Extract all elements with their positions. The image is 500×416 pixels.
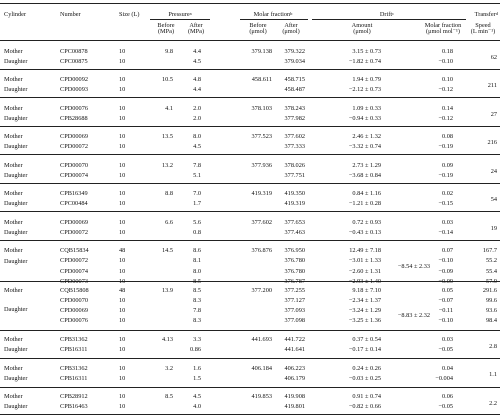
cell-mf: −0.14: [438, 229, 453, 236]
header-after-mpa-2: (MPa): [187, 28, 205, 36]
cell-cyl: Mother: [4, 133, 23, 140]
cell-size: 10: [119, 86, 126, 93]
cell-size: 10: [119, 393, 126, 400]
cell-cyl: Mother: [4, 162, 23, 169]
cell-size: 10: [119, 76, 126, 83]
cell-speed: 291.6: [482, 287, 497, 294]
cell-mf: −0.10: [438, 317, 453, 324]
cell-mf: 0.09: [441, 162, 453, 169]
group-rule: [0, 154, 500, 155]
cell-amt: −2.12 ± 0.73: [348, 86, 381, 93]
group-rule: [0, 240, 500, 241]
cell-size: 10: [119, 403, 126, 410]
cell-amt: −3.24 ± 1.29: [348, 307, 381, 314]
header-molar-fraction-sup: b: [290, 11, 293, 16]
cell-mf: 0.04: [441, 365, 453, 372]
cell-cyl: Mother: [4, 365, 23, 372]
cell-num: CPD00072: [60, 229, 88, 236]
cell-num: CPD00069: [60, 307, 88, 314]
cell-pa: 3.3: [193, 336, 201, 343]
cell-pa: 5.6: [193, 219, 201, 226]
header-pressure: [168, 12, 191, 18]
group-rule: [0, 387, 500, 388]
cell-ma: 406.223: [284, 365, 305, 372]
cell-num: CPD00093: [60, 86, 88, 93]
header-before-umol: [249, 23, 266, 36]
cell-ma: 378.243: [284, 105, 305, 112]
cell-num: CPD00069: [60, 219, 88, 226]
cell-num: CPD00072: [60, 143, 88, 150]
cell-num: CPB16463: [60, 403, 88, 410]
cell-num: CPD00073: [60, 278, 88, 285]
cell-mf: 0.18: [441, 48, 453, 55]
cell-size: 10: [119, 278, 126, 285]
cell-mb: 378.103: [251, 105, 272, 112]
header-bottom-rule: [0, 40, 500, 41]
cell-pa: 8.1: [193, 257, 201, 264]
cell-mb: 419.853: [251, 393, 272, 400]
cell-cyl: Daughter: [4, 200, 28, 207]
cell-cyl: Daughter: [4, 86, 28, 93]
cell-ma: 377.602: [284, 133, 305, 140]
cell-amt: −3.32 ± 0.74: [348, 143, 381, 150]
cell-amt: 3.15 ± 0.73: [352, 48, 381, 55]
cell-ma: 419.908: [284, 393, 305, 400]
cell-cyl: Daughter: [4, 143, 28, 150]
cell-mf: −0.10: [438, 257, 453, 264]
header-pressure-label: Pressure: [168, 11, 190, 18]
cell-pb: 4.1: [165, 105, 173, 112]
cell-cyl: Mother: [4, 76, 23, 83]
cell-pa: 5.1: [193, 172, 201, 179]
cell-size: 10: [119, 200, 126, 207]
group-rule: [0, 183, 500, 184]
cell-num: CPD00076: [60, 105, 88, 112]
header-before-umol-2: (μmol): [249, 28, 267, 36]
cell-num: CPC00878: [60, 48, 88, 55]
cell-speed: 27: [490, 111, 497, 118]
header-after-mpa-1: After: [189, 22, 203, 29]
cell-speed: 1.1: [489, 371, 497, 378]
group-rule: [0, 97, 500, 98]
cell-cyl: Daughter: [4, 172, 28, 179]
cell-ma: 377.751: [284, 172, 305, 179]
cell-mb: 377.602: [251, 219, 272, 226]
cell-size: 10: [119, 346, 126, 353]
cell-speed: 93.6: [485, 307, 497, 314]
header-pressure-sup: a: [189, 11, 192, 16]
cell-mf: 0.08: [441, 133, 453, 140]
cell-amt: −0.43 ± 0.13: [348, 229, 381, 236]
header-speed-1: Speed: [475, 22, 491, 29]
cell-cyl: Daughter: [4, 375, 28, 382]
cell-mf: 0.03: [441, 336, 453, 343]
cell-speed: 62: [490, 54, 497, 61]
cell-mb: 458.611: [251, 76, 272, 83]
cell-mf: 0.02: [441, 190, 453, 197]
header-before-mpa: [157, 23, 174, 36]
cell-amt: 0.37 ± 0.54: [352, 336, 381, 343]
cell-mf: 0.14: [441, 105, 453, 112]
cell-ma: 376.787: [284, 278, 305, 285]
cell-cyl: Daughter: [4, 115, 28, 122]
cell-num: CPB16311: [60, 346, 88, 353]
cell-num: CPC00875: [60, 58, 88, 65]
cell-pb: 3.2: [165, 365, 173, 372]
cell-pb: 8.5: [165, 393, 173, 400]
cell-num: CQB15834: [60, 247, 89, 254]
group-rule: [0, 126, 500, 127]
cell-size: 10: [119, 365, 126, 372]
cell-speed: 167.7: [482, 247, 497, 254]
cell-size: 10: [119, 172, 126, 179]
cell-size: 10: [119, 190, 126, 197]
header-transfer: [475, 12, 498, 18]
cell-size: 10: [119, 105, 126, 112]
cell-mf: −0.11: [438, 307, 453, 314]
header-after-umol: [282, 23, 299, 36]
header-molar-fraction-label: Molar fraction: [253, 11, 291, 18]
cell-amt: 1.94 ± 0.79: [352, 76, 381, 83]
cell-amt: 9.18 ± 7.10: [352, 287, 381, 294]
cell-ma: 377.982: [284, 115, 305, 122]
cell-mf: −0.15: [438, 200, 453, 207]
cell-pa: 7.8: [193, 307, 201, 314]
header-molfrac-1: Molar fraction: [424, 22, 462, 29]
cell-pb: 13.5: [161, 133, 173, 140]
cell-pa: 8.0: [193, 133, 201, 140]
cell-ma: 377.098: [284, 317, 305, 324]
cell-amt: −2.93 ± 1.40: [348, 278, 381, 285]
cell-cyl: Mother: [4, 48, 23, 55]
cell-pa: 1.5: [193, 375, 201, 382]
cell-speed: 2.8: [489, 343, 497, 350]
cell-ma: 378.026: [284, 162, 305, 169]
cell-pa: 4.4: [193, 86, 201, 93]
cell-size: 10: [119, 115, 126, 122]
header-amount-2: (μmol): [353, 28, 371, 36]
cell-ma: 377.127: [284, 297, 305, 304]
header-speed: [471, 23, 495, 36]
cell-pa: 0.86: [189, 346, 201, 353]
cell-size: 48: [119, 247, 126, 254]
cell-mb: 377.936: [251, 162, 272, 169]
cell-pa: 8.3: [193, 317, 201, 324]
cell-amt: −3.25 ± 1.36: [348, 317, 381, 324]
cell-drift-sum: −8.54 ± 2.33: [397, 263, 430, 270]
cell-num: CPC00484: [60, 200, 88, 207]
cell-speed: 55.4: [485, 268, 497, 275]
cell-pb: 10.5: [161, 76, 173, 83]
cell-cyl: Mother: [4, 393, 23, 400]
molar-group-rule: [240, 19, 308, 20]
header-molfrac-2: (μmol mol⁻¹): [426, 28, 460, 36]
cell-pa: 8.0: [193, 268, 201, 275]
cell-cyl: Mother: [4, 219, 23, 226]
cell-mb: 419.319: [251, 190, 272, 197]
cell-ma: 376.780: [284, 268, 305, 275]
cell-ma: 379.322: [284, 48, 305, 55]
cell-amt: −0.17 ± 0.14: [348, 346, 381, 353]
table-bottom-rule: [0, 414, 500, 415]
cell-cyl: Mother: [4, 247, 23, 254]
cell-size: 10: [119, 48, 126, 55]
cell-mf: 0.06: [441, 393, 453, 400]
cell-amt: 2.73 ± 1.29: [352, 162, 381, 169]
cell-num: CPB16311: [60, 375, 88, 382]
cell-mf: −0.12: [438, 115, 453, 122]
cell-size: 10: [119, 307, 126, 314]
cell-pa: 8.6: [193, 247, 201, 254]
cell-drift-sum: −8.83 ± 2.32: [397, 312, 430, 319]
cell-pb: 8.8: [165, 190, 173, 197]
cell-cyl: Daughter: [4, 229, 28, 236]
header-number: Number: [60, 11, 81, 18]
cell-mb: 377.200: [251, 287, 272, 294]
cell-size: 10: [119, 143, 126, 150]
cell-amt: −1.21 ± 0.28: [348, 200, 381, 207]
cell-mf: 0.05: [441, 287, 453, 294]
cell-amt: 0.72 ± 0.93: [352, 219, 381, 226]
cell-num: CPB28912: [60, 393, 88, 400]
cell-amt: 0.91 ± 0.74: [352, 393, 381, 400]
cell-pa: 8.3: [193, 297, 201, 304]
cell-mf: −0.10: [438, 58, 453, 65]
cell-ma: 419.801: [284, 403, 305, 410]
header-after-mpa: [188, 23, 204, 36]
daughter-group-label: Daughter: [4, 258, 28, 265]
header-before-umol-1: Before: [249, 22, 267, 29]
cell-size: 10: [119, 58, 126, 65]
cell-num: CPB31362: [60, 365, 88, 372]
cell-pa: 8.5: [193, 278, 201, 285]
cell-ma: 377.653: [284, 219, 305, 226]
cell-ma: 458.715: [284, 76, 305, 83]
header-after-umol-1: After: [284, 22, 298, 29]
cell-mb: 379.138: [251, 48, 272, 55]
cell-ma: 441.722: [284, 336, 305, 343]
cell-amt: 0.24 ± 0.26: [352, 365, 381, 372]
cell-size: 10: [119, 317, 126, 324]
group-rule: [0, 330, 500, 331]
table-top-rule: [0, 3, 500, 4]
cell-amt: 2.46 ± 1.32: [352, 133, 381, 140]
drift-group-rule: [312, 19, 466, 20]
header-transfer-label: Transfer: [474, 11, 496, 18]
cell-size: 10: [119, 229, 126, 236]
cell-cyl: Mother: [4, 190, 23, 197]
cell-mb: 406.184: [251, 365, 272, 372]
cell-cyl: Mother: [4, 105, 23, 112]
cell-pa: 1.7: [193, 200, 201, 207]
cell-size: 10: [119, 133, 126, 140]
cell-cyl: Mother: [4, 287, 23, 294]
cell-size: 10: [119, 336, 126, 343]
header-transfer-sup: d: [495, 11, 498, 16]
cell-amt: 12.49 ± 7.18: [349, 247, 381, 254]
header-drift: [380, 12, 394, 18]
cell-speed: 2.2: [489, 400, 497, 407]
cell-ma: 376.950: [284, 247, 305, 254]
cell-num: CPB28688: [60, 115, 88, 122]
cell-ma: 376.780: [284, 257, 305, 264]
header-molfrac: [425, 23, 462, 36]
cell-pb: 6.6: [165, 219, 173, 226]
cell-ma: 406.179: [284, 375, 305, 382]
header-before-mpa-1: Before: [157, 22, 175, 29]
cell-mf: 0.10: [441, 76, 453, 83]
group-rule: [0, 69, 500, 70]
cell-pa: 0.8: [193, 229, 201, 236]
cell-ma: 419.319: [284, 200, 305, 207]
cell-mf: −0.19: [438, 172, 453, 179]
cell-pa: 7.8: [193, 162, 201, 169]
cell-ma: 419.350: [284, 190, 305, 197]
cell-amt: −0.03 ± 0.25: [348, 375, 381, 382]
cell-num: CPD00074: [60, 268, 88, 275]
cell-pa: 4.0: [193, 403, 201, 410]
header-amount: [352, 23, 373, 36]
cell-ma: 377.333: [284, 143, 305, 150]
cell-ma: 379.034: [284, 58, 305, 65]
cell-speed: 55.2: [485, 257, 497, 264]
group-rule: [0, 358, 500, 359]
header-amount-1: Amount: [351, 22, 373, 29]
cell-mb: 377.523: [251, 133, 272, 140]
cell-amt: 1.09 ± 0.33: [352, 105, 381, 112]
cell-ma: 458.487: [284, 86, 305, 93]
header-before-mpa-2: (MPa): [157, 28, 175, 36]
cell-amt: 0.84 ± 1.16: [352, 190, 381, 197]
cell-pa: 4.5: [193, 393, 201, 400]
cell-num: CQB15808: [60, 287, 89, 294]
header-drift-sup: c: [392, 11, 395, 16]
cell-amt: −0.94 ± 0.33: [348, 115, 381, 122]
cell-pb: 13.9: [161, 287, 173, 294]
cell-size: 10: [119, 219, 126, 226]
cell-speed: 216: [487, 139, 497, 146]
cell-size: 10: [119, 162, 126, 169]
cell-mf: 0.07: [441, 247, 453, 254]
cell-amt: −2.34 ± 1.37: [348, 297, 381, 304]
header-size: Size (L): [119, 11, 140, 18]
header-after-umol-2: (μmol): [282, 28, 300, 36]
cell-num: CPD00074: [60, 172, 88, 179]
cell-amt: −0.82 ± 0.66: [348, 403, 381, 410]
cell-amt: −1.82 ± 0.74: [348, 58, 381, 65]
cell-pa: 2.0: [193, 115, 201, 122]
cell-ma: 377.255: [284, 287, 305, 294]
header-molar-fraction: [254, 12, 293, 18]
header-speed-2: (L min⁻¹): [470, 28, 496, 36]
cell-amt: −2.60 ± 1.31: [348, 268, 381, 275]
cell-num: CPD00072: [60, 257, 88, 264]
cell-num: CPD00069: [60, 133, 88, 140]
cell-ma: 441.641: [284, 346, 305, 353]
cell-mf: −0.05: [438, 346, 453, 353]
cell-mb: 441.693: [251, 336, 272, 343]
cell-mf: −0.05: [438, 403, 453, 410]
cell-mf: −0.12: [438, 86, 453, 93]
cell-size: 10: [119, 297, 126, 304]
cell-pa: 4.8: [193, 76, 201, 83]
cell-speed: 57.9: [485, 278, 497, 285]
cell-ma: 377.463: [284, 229, 305, 236]
pressure-group-rule: [150, 19, 210, 20]
header-cylinder: Cylinder: [4, 11, 27, 18]
cell-amt: −3.01 ± 1.33: [348, 257, 381, 264]
cell-cyl: Daughter: [4, 346, 28, 353]
cell-mf: −0.19: [438, 143, 453, 150]
cell-mf: −0.004: [435, 375, 453, 382]
cell-size: 10: [119, 257, 126, 264]
cell-num: CPD00070: [60, 162, 88, 169]
cell-speed: 99.6: [485, 297, 497, 304]
cell-pa: 4.4: [193, 48, 201, 55]
cell-num: CPD00092: [60, 76, 88, 83]
cell-pb: 4.13: [161, 336, 173, 343]
cell-speed: 19: [490, 225, 497, 232]
cell-pa: 4.5: [193, 58, 201, 65]
cell-speed: 211: [487, 82, 497, 89]
cell-speed: 98.4: [485, 317, 497, 324]
cell-pa: 8.5: [193, 287, 201, 294]
cell-num: CPB16349: [60, 190, 88, 197]
cell-mf: −0.09: [438, 268, 453, 275]
cell-pa: 7.0: [193, 190, 201, 197]
cell-size: 10: [119, 375, 126, 382]
header-drift-label: Drift: [379, 11, 393, 18]
cell-cyl: Daughter: [4, 403, 28, 410]
cell-num: CPD00076: [60, 317, 88, 324]
cell-ma: 377.093: [284, 307, 305, 314]
cell-speed: 54: [490, 196, 497, 203]
cell-pb: 13.2: [161, 162, 173, 169]
cell-size: 48: [119, 287, 126, 294]
cell-cyl: Mother: [4, 336, 23, 343]
cell-mf: 0.03: [441, 219, 453, 226]
cell-pb: 9.8: [165, 48, 173, 55]
cell-pa: 1.6: [193, 365, 201, 372]
cell-mf: −0.09: [438, 278, 453, 285]
cell-pb: 14.5: [161, 247, 173, 254]
cell-speed: 24: [490, 168, 497, 175]
cell-pa: 2.0: [193, 105, 201, 112]
cell-mb: 376.876: [251, 247, 272, 254]
cell-size: 10: [119, 268, 126, 275]
daughter-group-label: Daughter: [4, 306, 28, 313]
cell-num: CPB31362: [60, 336, 88, 343]
cell-pa: 4.5: [193, 143, 201, 150]
cell-cyl: Daughter: [4, 58, 28, 65]
cell-num: CPD00070: [60, 297, 88, 304]
group-rule: [0, 211, 500, 212]
cell-amt: −3.68 ± 0.84: [348, 172, 381, 179]
cell-mf: −0.07: [438, 297, 453, 304]
